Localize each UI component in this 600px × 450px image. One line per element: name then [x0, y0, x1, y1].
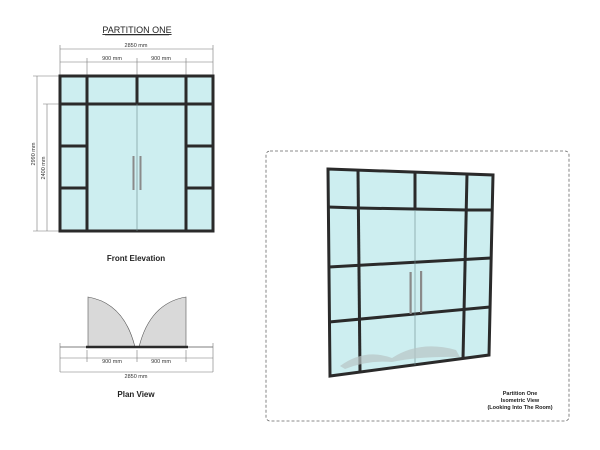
plan-door-swing-left: [88, 297, 135, 347]
iso-door-handle-left: [410, 272, 412, 314]
front-dim-total-height: 2990 mm: [31, 142, 37, 166]
plan-view: [60, 297, 213, 372]
front-elevation-partition: [60, 76, 213, 231]
front-dim-door-right: 900 mm: [151, 56, 171, 62]
plan-dim-door-right: 900 mm: [151, 359, 171, 365]
front-dim-total-width: 2850 mm: [124, 43, 148, 49]
plan-dim-total-width: 2850 mm: [124, 374, 148, 380]
front-elevation-label: Front Elevation: [106, 254, 166, 263]
drawing-title: PARTITION ONE: [102, 25, 172, 35]
front-dim-door-left: 900 mm: [102, 56, 122, 62]
iso-label-line1: Partition One: [502, 391, 538, 397]
iso-label-line2: Isometric View: [500, 398, 540, 404]
front-door-handle-right: [140, 156, 142, 190]
front-dim-door-height: 2400 mm: [41, 156, 47, 180]
front-door-handle-left: [133, 156, 135, 190]
iso-door-handle-right: [420, 271, 422, 313]
plan-door-swing-right: [139, 297, 186, 347]
plan-view-label: Plan View: [117, 390, 155, 399]
isometric-partition: [328, 169, 493, 376]
iso-label-line3: (Looking Into The Room): [487, 405, 553, 411]
plan-dim-door-left: 900 mm: [102, 359, 122, 365]
